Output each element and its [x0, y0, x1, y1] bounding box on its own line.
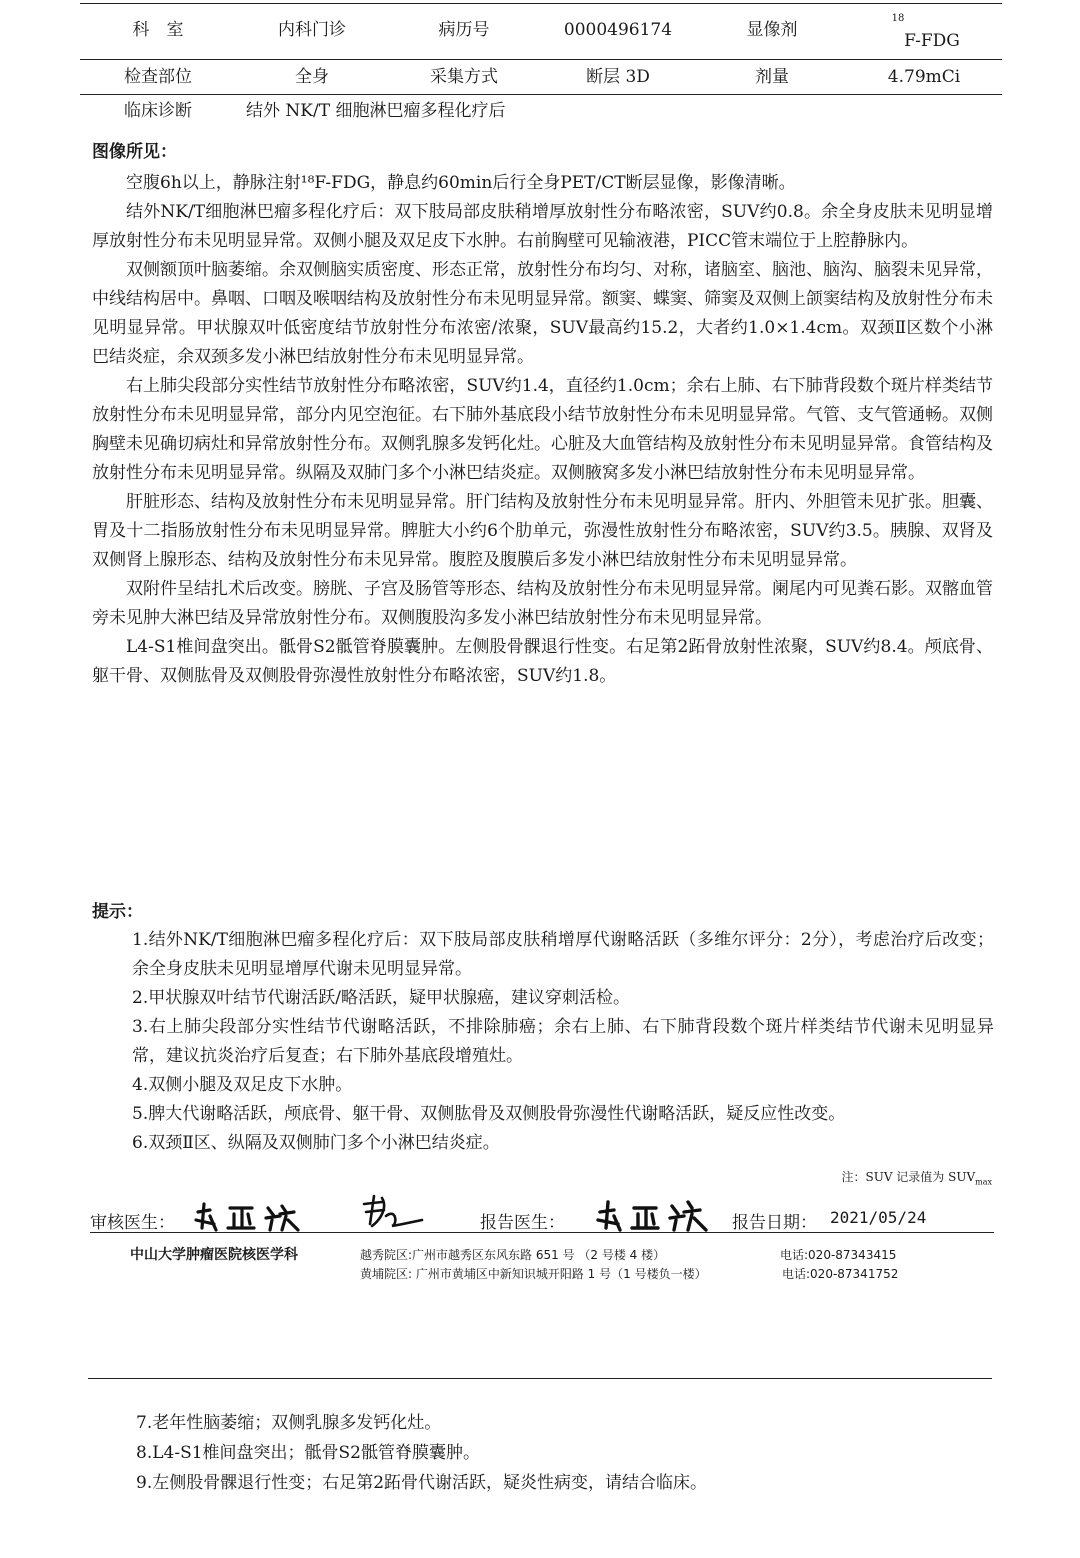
hint-item: 8.L4-S1椎间盘突出；骶骨S2骶管脊膜囊肿。 [136, 1443, 480, 1463]
tracer-value: F-FDG [904, 31, 960, 51]
record-label: 病历号 [438, 20, 490, 40]
hint-item: 4.双侧小腿及双足皮下水肿。 [132, 1075, 353, 1095]
findings-paragraph: 右上肺尖段部分实性结节放射性分布略浓密，SUV约1.4，直径约1.0cm；余右上肺、右下肺背段数个斑片样类结节放射性分布未见明显异常，部分内见空泡征。右下肺外基底段小结节放射性分布未见明显异常。气管、支气管通畅。双侧胸壁未见确切病灶和异常放射性分布。双侧乳腺多发钙化灶。心脏及大血管结构及放射性分布未见明显异常。食管结构及放射性分布未见明显异常。纵隔及双肺门多个小淋巴结炎症。双侧腋窝多发小淋巴结放射性分布未见明显异常。 [92, 376, 993, 483]
hint-item: 1.结外NK/T细胞淋巴瘤多程化疗后：双下肢局部皮肤稍增厚代谢略活跃（多维尔评分：2分），考虑治疗后改变；余全身皮肤未见明显增厚代谢未见明显异常。 [132, 930, 994, 979]
signature-row [90, 1196, 1000, 1236]
report-date-value: 2021/05/24 [830, 1208, 927, 1227]
method-label: 采集方式 [430, 67, 498, 87]
reviewer-label: 审核医生： [90, 1213, 175, 1233]
findings-paragraph: 肝脏形态、结构及放射性分布未见明显异常。肝门结构及放射性分布未见明显异常。肝内、外胆管未见扩张。胆囊、胃及十二指肠放射性分布未见明显异常。脾脏大小约6个肋单元，弥漫性放射性分布略浓密，SUV约3.5。胰腺、双肾及双侧肾上腺形态、结构及放射性分布未见异常。腹腔及腹膜后多发小淋巴结放射性分布未见明显异常。 [92, 492, 993, 570]
phone-huangpu: 电话:020-87341752 [782, 1267, 899, 1281]
signature-underline [90, 1232, 994, 1233]
header-row-divider-1 [80, 59, 1002, 60]
hints-title: 提示： [92, 902, 143, 922]
dose-label: 剂量 [755, 67, 789, 87]
hint-item: 6.双颈Ⅱ区、纵隔及双侧肺门多个小淋巴结炎症。 [132, 1133, 500, 1153]
findings-paragraph: 结外NK/T细胞淋巴瘤多程化疗后：双下肢局部皮肤稍增厚放射性分布略浓密，SUV约0.8。余全身皮肤未见明显增厚放射性分布未见明显异常。双侧小腿及双足皮下水肿。右前胸壁可见输液港，PICC管末端位于上腔静脉内。 [92, 202, 993, 251]
findings-title: 图像所见： [92, 142, 177, 162]
findings-paragraph: 双侧额顶叶脑萎缩。余双侧脑实质密度、形态正常，放射性分布均匀、对称，诸脑室、脑池、脑沟、脑裂未见异常，中线结构居中。鼻咽、口咽及喉咽结构及放射性分布未见明显异常。额窦、蝶窦、筛窦及双侧上颌窦结构及放射性分布未见明显异常。甲状腺双叶低密度结节放射性分布浓密/浓聚，SUV最高约15.2，大者约1.0×1.4cm。双颈Ⅱ区数个小淋巴结炎症，余双颈多发小淋巴结放射性分布未见明显异常。 [92, 260, 993, 367]
record-value: 0000496174 [563, 20, 673, 40]
tracer-label: 显像剂 [746, 20, 798, 40]
suv-note [841, 1168, 992, 1186]
suv-note-subscript: max [975, 1177, 992, 1187]
address-yuexiu: 越秀院区:广州市越秀区东风东路 651 号 （2 号楼 4 楼） [360, 1248, 666, 1262]
site-label: 检查部位 [124, 67, 192, 87]
hint-item: 3.右上肺尖段部分实性结节代谢略活跃，不排除肺癌；余右上肺、右下肺背段数个斑片样类结节代谢未见明显异常，建议抗炎治疗后复查；右下肺外基底段增殖灶。 [132, 1017, 994, 1066]
hint-item: 7.老年性脑萎缩；双侧乳腺多发钙化灶。 [136, 1413, 442, 1433]
address-huangpu: 黄埔院区: 广州市黄埔区中新知识城开阳路 1 号（1 号楼负一楼） [360, 1267, 707, 1281]
findings-paragraph: L4-S1椎间盘突出。骶骨S2骶管脊膜囊肿。左侧股骨髁退行性变。右足第2跖骨放射性浓聚，SUV约8.4。颅底骨、躯干骨、双侧肱骨及双侧股骨弥漫性放射性分布略浓密，SUV约1.8。 [92, 637, 993, 686]
reviewer-signature [190, 1198, 310, 1234]
header-top-border [80, 3, 1002, 4]
dept-value: 内科门诊 [278, 20, 346, 40]
method-value: 断层 3D [586, 67, 650, 87]
reviewer-initial-signature [352, 1190, 432, 1230]
page-divider [88, 1378, 992, 1379]
diagnosis-value: 结外 NK/T 细胞淋巴瘤多程化疗后 [246, 101, 506, 121]
phone-yuexiu: 电话:020-87343415 [780, 1248, 897, 1262]
reporter-signature [592, 1196, 718, 1234]
findings-paragraph: 双附件呈结扎术后改变。膀胱、子宫及肠管等形态、结构及放射性分布未见明显异常。阑尾内可见粪石影。双髂血管旁未见肿大淋巴结及异常放射性分布。双侧腹股沟多发小淋巴结放射性分布未见明显异常。 [92, 579, 993, 628]
hints-body [132, 926, 994, 1158]
hint-item: 5.脾大代谢略活跃，颅底骨、躯干骨、双侧肱骨及双侧股骨弥漫性代谢略活跃，疑反应性改变。 [132, 1104, 846, 1124]
dose-value: 4.79mCi [887, 67, 961, 87]
reporter-label: 报告医生： [480, 1213, 565, 1233]
diagnosis-label: 临床诊断 [124, 101, 192, 121]
header-row-divider-2 [80, 94, 1002, 95]
findings-body [92, 169, 993, 691]
report-date-label: 报告日期： [732, 1213, 817, 1233]
findings-paragraph: 空腹6h以上，静脉注射¹⁸F-FDG，静息约60min后行全身PET/CT断层显像，影像清晰。 [126, 173, 796, 193]
tracer-superscript: 18 [891, 13, 905, 24]
institution-name: 中山大学肿瘤医院核医学科 [130, 1247, 298, 1263]
hint-item: 2.甲状腺双叶结节代谢活跃/略活跃，疑甲状腺癌，建议穿刺活检。 [132, 988, 630, 1008]
site-value: 全身 [295, 67, 329, 87]
hint-item: 9.左侧股骨髁退行性变；右足第2跖骨代谢活跃，疑炎性病变，请结合临床。 [136, 1473, 708, 1493]
suv-note-text: 注：SUV 记录值为 SUV [841, 1170, 976, 1184]
extra-hints [136, 1408, 996, 1498]
dept-label: 科 室 [132, 20, 184, 40]
